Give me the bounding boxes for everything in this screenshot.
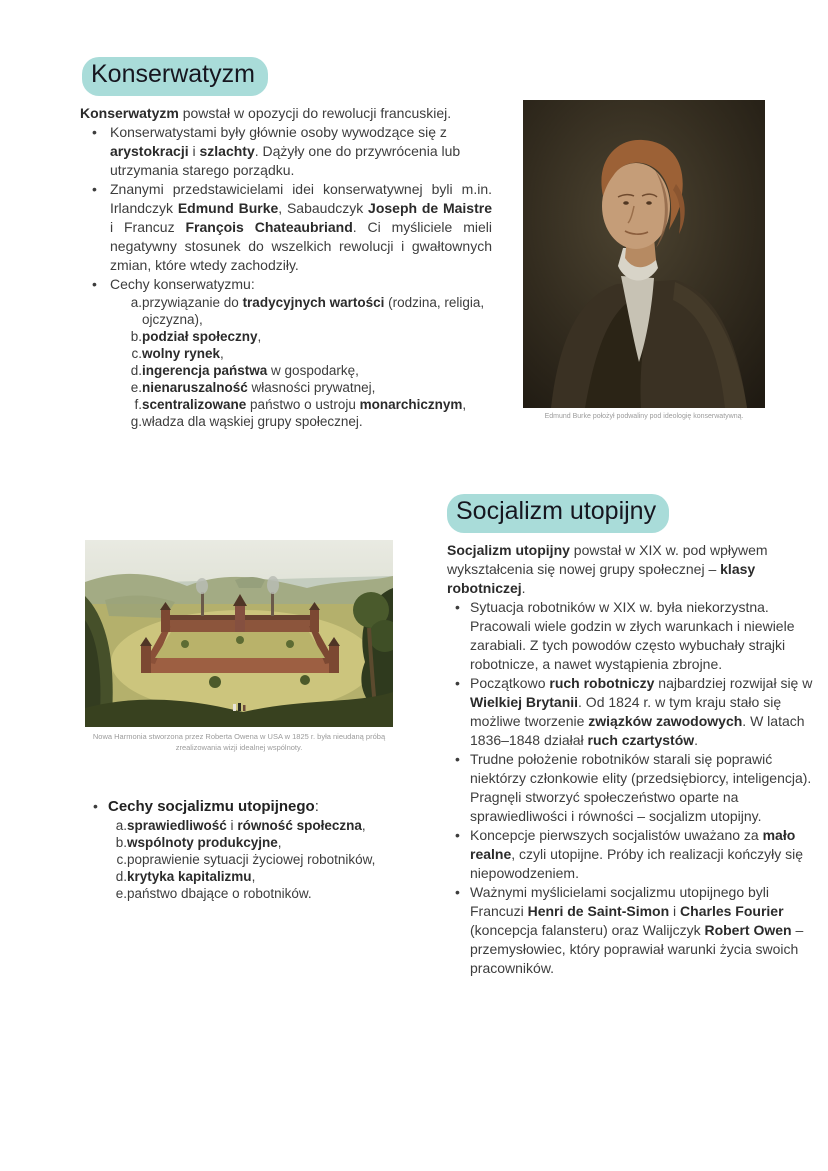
list-item: e. państwo dbające o robotników.	[109, 885, 420, 902]
utopian-features-heading: Cechy socjalizmu utopijnego:	[108, 798, 319, 815]
utopian-features-block	[85, 797, 420, 902]
conservatism-intro: Konserwatyzm powstał w opozycji do rewolucji francuskiej.	[80, 105, 452, 121]
list-item: • Koncepcje pierwszych socjalistów uważano za mało realne, czyli utopijne. Próby ich realizacji kończyły się niepowodzeniem.	[447, 826, 817, 883]
socialism-bullet-list	[447, 598, 817, 978]
list-item	[80, 275, 492, 430]
list-marker: c.	[131, 346, 142, 361]
list-marker: a.	[130, 295, 142, 310]
list-marker: d.	[130, 363, 142, 378]
conservatism-text-block	[80, 104, 492, 430]
conservatism-title-wrap	[82, 57, 268, 96]
conservatism-bullet-list	[80, 123, 492, 430]
utopian-features-bullet	[85, 797, 420, 902]
list-item: • Ważnymi myślicielami socjalizmu utopijnego byli Francuzi Henri de Saint-Simon i Charles Fourier (koncepcja falansteru) oraz Walijczyk Robert Owen – przemysłowiec, który poprawiał warunki życia swoich pracowników.	[447, 883, 817, 978]
edmund-burke-figure	[523, 100, 765, 423]
list-item: b. wspólnoty produkcyjne,	[109, 834, 420, 851]
list-marker: c.	[116, 852, 127, 867]
socialism-title: Socjalizm utopijny	[447, 494, 669, 533]
list-item: c. poprawienie sytuacji życiowej robotników,	[109, 851, 420, 868]
conservatism-title: Konserwatyzm	[82, 57, 268, 96]
conservatism-features-label: Cechy konserwatyzmu:	[110, 276, 255, 292]
list-item: d. ingerencja państwa w gospodarkę,	[124, 362, 492, 379]
list-item: b. podział społeczny,	[124, 328, 492, 345]
list-item: f. scentralizowane państwo o ustroju monarchicznym,	[124, 396, 492, 413]
new-harmony-caption: Nowa Harmonia stworzona przez Roberta Owena w USA w 1825 r. była nieudaną próbą zrealizowania wizji idealnej wspólnoty.	[92, 732, 386, 753]
edmund-burke-caption: Edmund Burke położył podwaliny pod ideologię konserwatywną.	[544, 413, 744, 420]
list-item	[85, 797, 420, 902]
list-marker: b.	[130, 329, 142, 344]
utopian-features-list	[109, 817, 420, 902]
list-item: • Sytuacja robotników w XIX w. była niekorzystna. Pracowali wiele godzin w złych warunkach i niewiele zarabiali. Z tych powodów często wybuchały strajki robotnicze, a nawet wystąpienia zbrojne.	[447, 598, 817, 674]
list-marker: f.	[134, 397, 142, 412]
list-marker: g.	[130, 414, 142, 429]
socialism-intro: Socjalizm utopijny powstał w XIX w. pod wpływem wykształcenia się nowej grupy społecznej – klasy robotniczej.	[447, 542, 768, 596]
list-marker: d.	[115, 869, 127, 884]
list-marker: e.	[115, 886, 127, 901]
list-item: • Początkowo ruch robotniczy najbardziej rozwijał się w Wielkiej Brytanii. Od 1824 r. w tym kraju stało się możliwe tworzenie związków zawodowych. W latach 1836–1848 działał ruch czartystów.	[447, 674, 817, 750]
list-item: d. krytyka kapitalizmu,	[109, 868, 420, 885]
list-item: a. sprawiedliwość i równość społeczna,	[109, 817, 420, 834]
edmund-burke-portrait-image	[523, 100, 765, 408]
socialism-text-block	[447, 541, 817, 978]
list-item: e. nienaruszalność własności prywatnej,	[124, 379, 492, 396]
list-item: • Trudne położenie robotników starali się poprawić niektórzy członkowie elity (przedsiębiorcy, inteligencja). Pragnęli stworzyć społeczeństwo oparte na sprawiedliwości i równości – socjalizm utopijny.	[447, 750, 817, 826]
socialism-title-wrap	[447, 494, 669, 533]
new-harmony-painting-image	[85, 540, 393, 727]
list-item: c. wolny rynek,	[124, 345, 492, 362]
conservatism-features-list	[124, 294, 492, 430]
list-marker: e.	[130, 380, 142, 395]
list-item: • Znanymi przedstawicielami idei konserwatywnej byli m.in. Irlandczyk Edmund Burke, Sabaudczyk Joseph de Maistre i Francuz François Chateaubriand. Ci myśliciele mieli negatywny stosunek do wszelkich rewolucji i gwałtownych zmian, które wtedy zachodziły.	[80, 180, 492, 275]
list-item: g. władza dla wąskiej grupy społecznej.	[124, 413, 492, 430]
list-marker: b.	[115, 835, 127, 850]
list-marker: a.	[115, 818, 127, 833]
new-harmony-figure	[85, 540, 393, 754]
list-item: • Konserwatystami były głównie osoby wywodzące się z arystokracji i szlachty. Dążyły one do przywrócenia lub utrzymania starego porządku.	[80, 123, 492, 180]
list-item: a. przywiązanie do tradycyjnych wartości (rodzina, religia, ojczyzna),	[124, 294, 492, 328]
